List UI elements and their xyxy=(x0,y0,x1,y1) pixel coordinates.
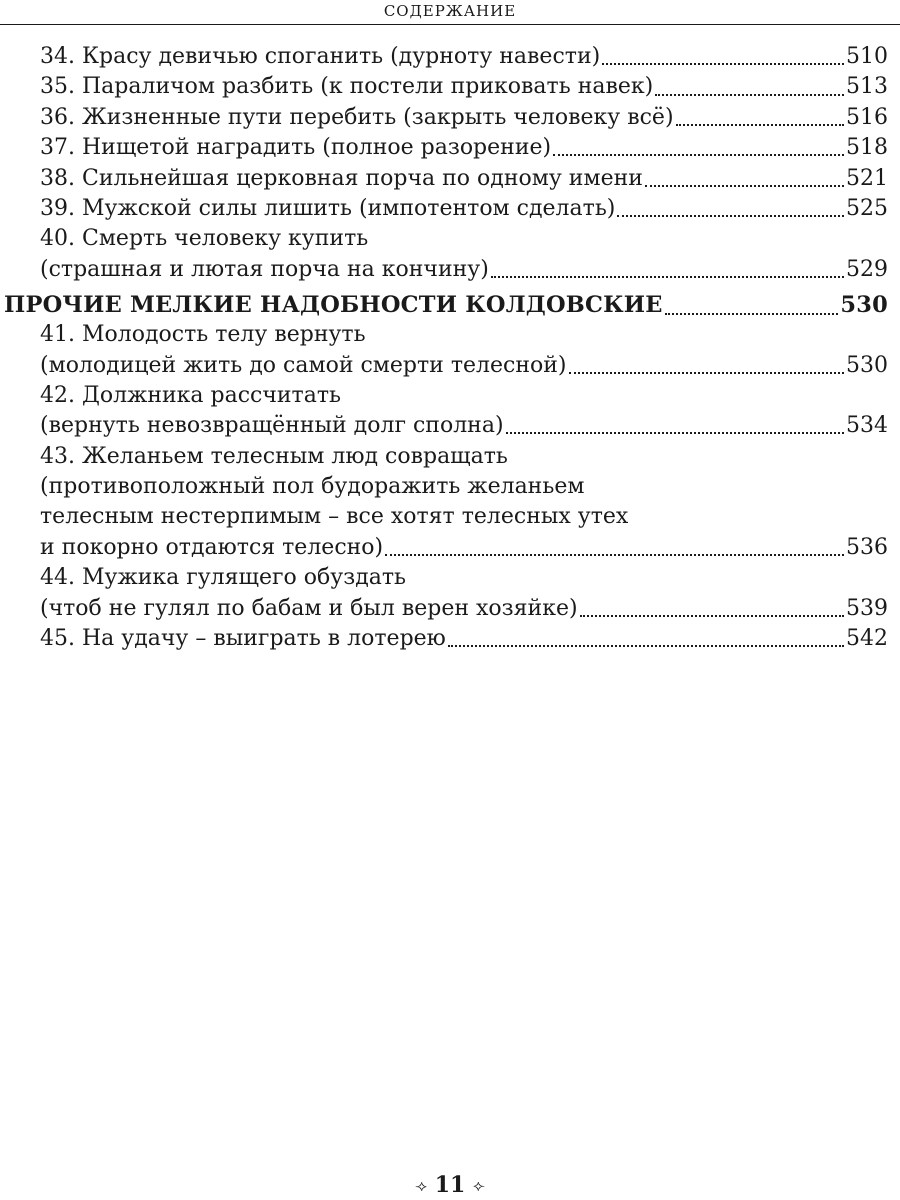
toc-entry-page: 529 xyxy=(846,256,888,282)
toc-entry-page: 536 xyxy=(846,534,888,560)
toc-entry-subtitle: телесным нестерпимым – все хотят телесных утех xyxy=(40,504,629,530)
dot-leader xyxy=(645,185,844,187)
toc-entry-title: 37. Нищетой наградить (полное разорение) xyxy=(40,135,552,161)
toc-section-heading[interactable] xyxy=(0,289,900,322)
toc-entry[interactable] xyxy=(0,164,900,194)
ornament-right-icon: ⟣ xyxy=(472,1176,485,1195)
toc-entry[interactable] xyxy=(0,42,900,72)
dot-leader xyxy=(491,276,844,278)
toc-entry-page: 539 xyxy=(846,595,888,621)
dot-leader xyxy=(448,645,844,647)
toc-entry[interactable] xyxy=(0,442,900,472)
toc-entry-subtitle: (страшная и лютая порча на кончину) xyxy=(40,256,489,282)
toc-entry-page: 513 xyxy=(846,74,888,100)
running-head-title: СОДЕРЖАНИЕ xyxy=(383,2,517,20)
dot-leader xyxy=(665,313,839,315)
toc-entry[interactable] xyxy=(0,72,900,102)
toc-entry-title: 41. Молодость телу вернуть xyxy=(40,322,366,348)
dot-leader xyxy=(617,215,844,217)
toc-entry[interactable] xyxy=(0,103,900,133)
toc-entry-title: 44. Мужика гулящего обуздать xyxy=(40,565,407,591)
toc-entry-title: 43. Желаньем телесным люд совращать xyxy=(40,443,508,469)
toc-entry-page: 510 xyxy=(846,44,888,69)
toc-entry-title: 45. На удачу – выиграть в лотерею xyxy=(40,626,446,652)
ornament-left-icon: ⟢ xyxy=(415,1176,428,1195)
toc-entry-continuation[interactable] xyxy=(0,472,900,502)
toc-entry[interactable] xyxy=(0,194,900,224)
toc-entry-page: 518 xyxy=(846,135,888,161)
dot-leader xyxy=(506,432,844,434)
toc-entry-subtitle: (вернуть невозвращённый долг сполна) xyxy=(40,413,504,439)
toc-entry[interactable] xyxy=(0,624,900,654)
toc-entry-subtitle: (молодицей жить до самой смерти телесной) xyxy=(40,352,567,378)
toc-entry-page: 534 xyxy=(846,413,888,439)
running-head xyxy=(0,0,900,22)
toc-entry-title: 40. Смерть человеку купить xyxy=(40,226,369,252)
dot-leader xyxy=(385,554,844,556)
toc-entry[interactable] xyxy=(0,224,900,254)
toc-entry-page: 530 xyxy=(846,352,888,378)
toc-entry-continuation[interactable] xyxy=(0,255,900,285)
toc-entry-title: 36. Жизненные пути перебить (закрыть человеку всё) xyxy=(40,104,674,130)
toc-entry-page: 516 xyxy=(846,104,888,130)
dot-leader xyxy=(580,615,844,617)
toc-entry-title: 42. Должника рассчитать xyxy=(40,382,341,408)
toc-entry-subtitle: (противоположный пол будоражить желаньем xyxy=(40,474,585,500)
dot-leader xyxy=(655,94,844,96)
toc-entry-title: 34. Красу девичью споганить (дурноту навести) xyxy=(40,44,601,69)
dot-leader xyxy=(553,154,844,156)
toc-entry-title: 38. Сильнейшая церковная порча по одному имени xyxy=(40,165,643,191)
table-of-contents xyxy=(0,42,900,654)
page-number: 11 xyxy=(434,1172,466,1198)
dot-leader xyxy=(569,372,845,374)
toc-entry-title: 39. Мужской силы лишить (импотентом сделать) xyxy=(40,195,616,221)
toc-entry-title: 35. Параличом разбить (к постели приковать навек) xyxy=(40,74,654,100)
toc-entry-continuation[interactable] xyxy=(0,411,900,441)
toc-entry-subtitle: (чтоб не гулял по бабам и был верен хозяйке) xyxy=(40,595,578,621)
toc-entry[interactable] xyxy=(0,133,900,163)
toc-entry-page: 542 xyxy=(846,626,888,652)
toc-entry-page: 525 xyxy=(846,195,888,221)
page-footer xyxy=(0,1172,900,1200)
toc-entry[interactable] xyxy=(0,320,900,350)
header-rule xyxy=(0,24,900,25)
toc-entry-page: 521 xyxy=(846,165,888,191)
section-page: 530 xyxy=(840,292,888,319)
section-title: ПРОЧИЕ МЕЛКИЕ НАДОБНОСТИ КОЛДОВСКИЕ xyxy=(4,292,663,319)
toc-entry-continuation[interactable] xyxy=(0,502,900,532)
dot-leader xyxy=(676,124,844,126)
dot-leader xyxy=(602,63,844,65)
toc-entry[interactable] xyxy=(0,381,900,411)
toc-entry-subtitle: и покорно отдаются телесно) xyxy=(40,534,384,560)
toc-entry-continuation[interactable] xyxy=(0,351,900,381)
toc-entry-continuation[interactable] xyxy=(0,594,900,624)
toc-entry-continuation[interactable] xyxy=(0,533,900,563)
toc-entry[interactable] xyxy=(0,563,900,593)
